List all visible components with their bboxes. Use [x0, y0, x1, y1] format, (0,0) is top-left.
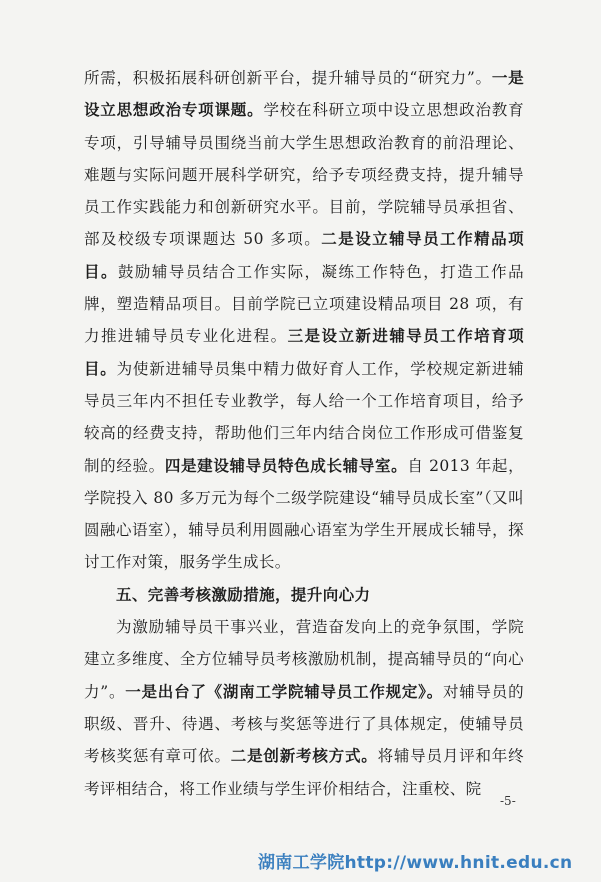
body-run: 所需，积极拓展科研创新平台，提升辅导员的“研究力”。: [84, 69, 492, 87]
body-run: 鼓励辅导员结合工作实际，凝练工作特色，打造工作品牌，塑造精品项目。目前学院已立项建设精品项目 28 项，有力推进辅导员专业化进程。: [84, 262, 524, 346]
paragraph: [84, 611, 524, 805]
body-run: 为激励辅导员干事兴业，营造奋发向上的竞争氛围，学院建立多维度、全方位辅导员考核激励机制，提高辅导员的“向心力”。: [84, 618, 524, 701]
page-number: -5-: [500, 794, 516, 808]
body-run: 对辅导员的职级、晋升、待遇、考核与奖惩等进行了具体规定，使辅导员考核奖惩有章可依。: [84, 682, 524, 766]
body-run: 自 2013 年起，学院投入 80 多万元为每个二级学院建设“辅导员成长室”（又叫圆融心语室），辅导员利用圆融心语室为学生开展成长辅导，探讨工作对策，服务学生成长。: [84, 456, 524, 572]
site-watermark: 湖南工学院http://www.hnit.edu.cn: [258, 853, 573, 873]
emphasis-text: 一是设立思想政治专项课题。: [84, 68, 524, 120]
body-run: 将辅导员月评和年终考评相结合，将工作业绩与学生评价相结合，注重校、院: [84, 747, 524, 798]
emphasis-text: 五、完善考核激励措施，提升向心力: [116, 584, 371, 604]
body-run: 学校在科研立项中设立思想政治教育专项，引导辅导员围绕当前大学生思想政治教育的前沿理论、难题与实际问题开展科学研究，给予专项经费支持，提升辅导员工作实践能力和创新研究水平。目前，学院辅导员承担省、部及校级专项课题达 50 多项。: [84, 101, 525, 249]
emphasis-text: 三是设立新进辅导员工作培育项目。: [84, 326, 524, 378]
paragraph: [84, 62, 524, 579]
emphasis-text: 一是出台了《湖南工学院辅导员工作规定》。: [125, 681, 443, 701]
emphasis-text: 四是建设辅导员特色成长辅导室。: [164, 455, 408, 475]
body-text: [84, 62, 524, 805]
body-run: 为使新进辅导员集中精力做好育人工作，学校规定新进辅导员三年内不担任专业教学，每人给一个工作培育项目，给予较高的经费支持，帮助他们三年内结合岗位工作形成可借鉴复制的经验。: [84, 359, 524, 475]
emphasis-text: 二是设立辅导员工作精品项目。: [84, 229, 524, 281]
section-heading: [84, 579, 524, 611]
emphasis-text: 二是创新考核方式。: [230, 746, 378, 766]
